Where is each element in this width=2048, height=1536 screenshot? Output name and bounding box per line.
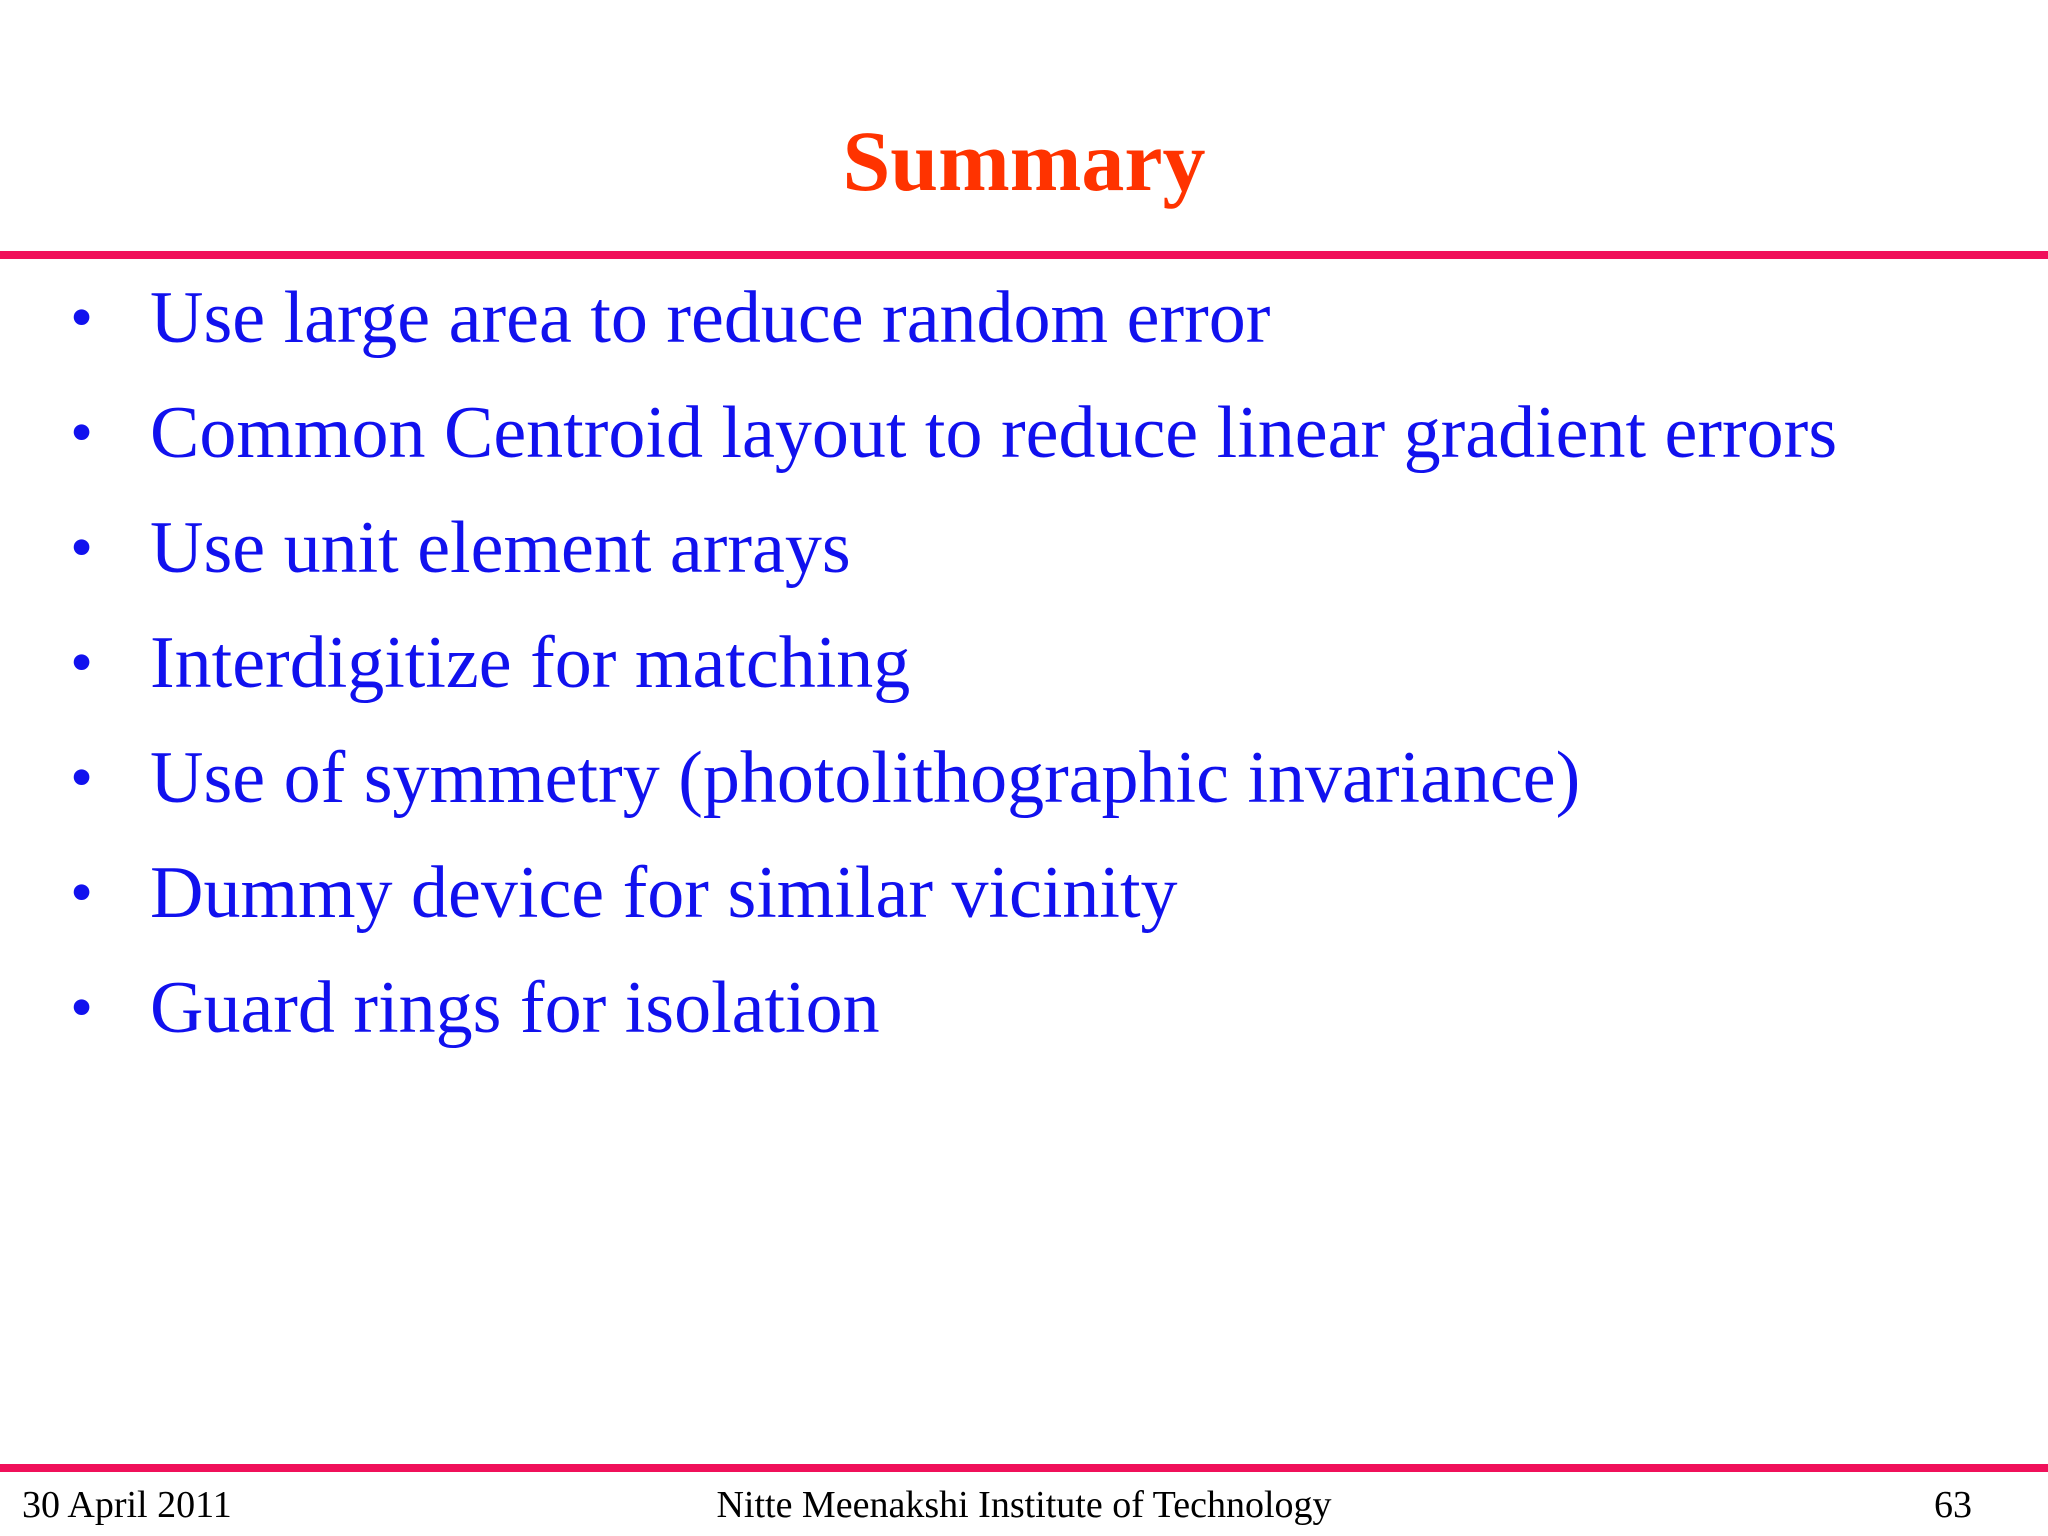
bullet-icon: • bbox=[70, 396, 94, 469]
bullet-text: Interdigitize for matching bbox=[150, 622, 911, 704]
bullet-icon: • bbox=[70, 281, 94, 354]
bullet-item bbox=[0, 500, 2048, 596]
bullet-text: Use unit element arrays bbox=[150, 507, 851, 589]
bullet-item bbox=[0, 845, 2048, 941]
bullet-icon: • bbox=[70, 741, 94, 814]
bullet-item bbox=[0, 385, 2048, 481]
bullet-text: Use of symmetry (photolithographic invariance) bbox=[150, 737, 1581, 819]
bottom-divider bbox=[0, 1464, 2048, 1472]
bullet-text: Common Centroid layout to reduce linear gradient errors bbox=[150, 392, 1838, 474]
bullet-item bbox=[0, 960, 2048, 1056]
footer-date: 30 April 2011 bbox=[22, 1484, 232, 1526]
bullet-item bbox=[0, 270, 2048, 366]
bullet-text: Dummy device for similar vicinity bbox=[150, 852, 1178, 934]
bullet-icon: • bbox=[70, 971, 94, 1044]
slide-title: Summary bbox=[842, 113, 1206, 209]
bullet-list bbox=[0, 270, 2048, 1075]
page-number: 63 bbox=[1934, 1484, 1972, 1526]
footer bbox=[0, 1480, 2048, 1530]
bullet-icon: • bbox=[70, 626, 94, 699]
top-divider bbox=[0, 251, 2048, 259]
bullet-text: Use large area to reduce random error bbox=[150, 277, 1271, 359]
bullet-item bbox=[0, 615, 2048, 711]
bullet-text: Guard rings for isolation bbox=[150, 967, 880, 1049]
bullet-icon: • bbox=[70, 511, 94, 584]
bullet-icon: • bbox=[70, 856, 94, 929]
bullet-item bbox=[0, 730, 2048, 826]
footer-organization: Nitte Meenakshi Institute of Technology bbox=[716, 1484, 1332, 1526]
